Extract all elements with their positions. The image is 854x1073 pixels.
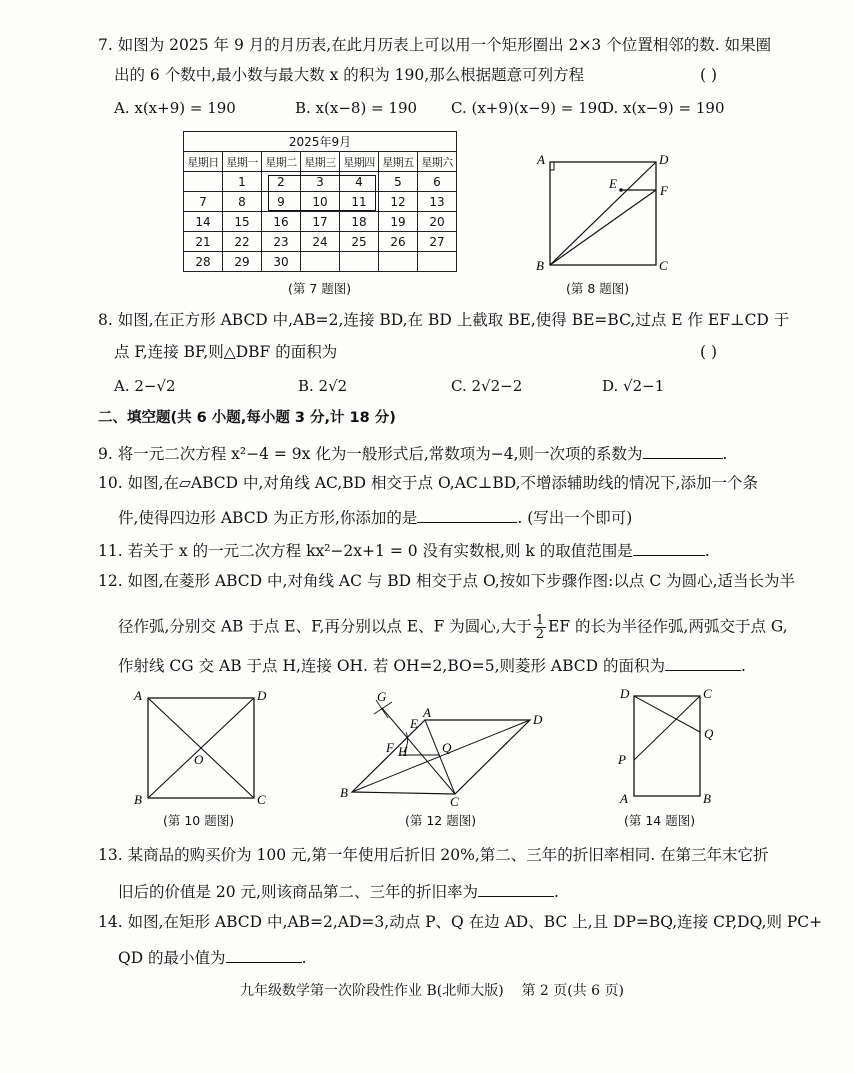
q8-option-d: D. √2−1 [602, 377, 665, 395]
calendar-cell: 11 [340, 192, 379, 212]
q10-line2a: 件,使得四边形 ABCD 为正方形,你添加的是 [118, 509, 418, 527]
calendar-cell: 17 [301, 212, 340, 232]
calendar-header: 星期二 [262, 152, 301, 172]
q13-line2-text: 旧后的价值是 20 元,则该商品第二、三年的折旧率为 [118, 883, 479, 901]
fig8-diagram [530, 150, 680, 275]
q7-option-a: A. x(x+9) = 190 [114, 99, 236, 117]
fig10-label: A [134, 688, 142, 703]
q11-line [98, 541, 710, 560]
q12-answer-blank[interactable] [665, 656, 741, 671]
fig14-label: B [703, 791, 711, 806]
q9-answer-blank[interactable] [643, 444, 723, 459]
fig12-diagonal-bd [352, 720, 530, 792]
q14-line2 [118, 948, 307, 967]
calendar-cell: 12 [379, 192, 418, 212]
calendar-cell [418, 252, 457, 272]
fig14-label: C [703, 686, 712, 701]
calendar-cell: 24 [301, 232, 340, 252]
fig12-label: C [450, 794, 459, 809]
q8-option-a: A. 2−√2 [114, 377, 176, 395]
q10-answer-blank[interactable] [417, 508, 517, 523]
calendar-cell: 22 [223, 232, 262, 252]
fig12-diagram [330, 692, 555, 812]
calendar-cell: 10 [301, 192, 340, 212]
fig12-label: A [423, 705, 431, 720]
fig12-label: H [398, 744, 408, 759]
q10-line1: 10. 如图,在▱ABCD 中,对角线 AC,BD 相交于点 O,AC⊥BD,不增添辅助线的情况下,添加一个条 [98, 474, 758, 492]
calendar-cell: 4 [340, 172, 379, 192]
calendar-cell [301, 252, 340, 272]
q9-text: 9. 将一元二次方程 x²−4 = 9x 化为一般形式后,常数项为−4,则一次项的系数为 [98, 445, 643, 463]
q12-line1: 12. 如图,在菱形 ABCD 中,对角线 AC 与 BD 相交于点 O,按如下步骤作图:以点 C 为圆心,适当长为半 [98, 572, 796, 590]
fig8-label: F [660, 183, 668, 198]
calendar-cell: 30 [262, 252, 301, 272]
q8-option-c: C. 2√2−2 [451, 377, 523, 395]
fig10-caption: (第 10 题图) [163, 813, 235, 828]
calendar-cell: 20 [418, 212, 457, 232]
fig10-label: O [194, 752, 204, 767]
fig12-label: F [386, 740, 394, 755]
fig14-rectangle [634, 696, 700, 796]
fig14-segment-pc [634, 696, 700, 760]
fig12-label: G [377, 692, 387, 704]
calendar-cell: 18 [340, 212, 379, 232]
fig14-caption: (第 14 题图) [624, 813, 696, 828]
q12-fraction-numerator: 1 [535, 613, 545, 628]
q12-line2b: EF 的长为半径作弧,两弧交于点 G, [548, 617, 788, 636]
q7-option-d: D. x(x−9) = 190 [602, 99, 725, 117]
q8-line2: 点 F,连接 BF,则△DBF 的面积为 [114, 343, 338, 361]
q12-line3-text: 作射线 CG 交 AB 于点 H,连接 OH. 若 OH=2,BO=5,则菱形 ABCD 的面积为 [118, 657, 666, 675]
calendar-cell: 16 [262, 212, 301, 232]
q11-text: 11. 若关于 x 的一元二次方程 kx²−2x+1 = 0 没有实数根,则 k 的取值范围是 [98, 542, 633, 560]
fig14-label: P [618, 752, 626, 767]
calendar-cell: 5 [379, 172, 418, 192]
calendar-cell: 6 [418, 172, 457, 192]
q14-line1: 14. 如图,在矩形 ABCD 中,AB=2,AD=3,动点 P、Q 在边 AD、BC 上,且 DP=BQ,连接 CP,DQ,则 PC+ [98, 913, 823, 931]
q7-line2: 出的 6 个数中,最小数与最大数 x 的积为 190,那么根据题意可列方程 [114, 66, 585, 84]
q12-fraction-denominator: 2 [535, 627, 545, 642]
calendar-header: 星期五 [379, 152, 418, 172]
q10-line2b: . (写出一个即可) [517, 509, 633, 527]
fig10-label: D [257, 688, 267, 703]
calendar-header: 星期三 [301, 152, 340, 172]
q14-end: . [301, 949, 307, 967]
calendar-cell: 23 [262, 232, 301, 252]
section-title-fill-in: 二、填空题(共 6 小题,每小题 3 分,计 18 分) [98, 410, 396, 426]
fig12-diagonal-ac [425, 720, 455, 794]
q9-line [98, 444, 727, 463]
calendar-cell [184, 172, 223, 192]
calendar-cell: 26 [379, 232, 418, 252]
q7-option-c: C. (x+9)(x−9) = 190 [451, 99, 607, 117]
q9-end: . [722, 445, 728, 463]
calendar-cell: 14 [184, 212, 223, 232]
q14-answer-blank[interactable] [226, 948, 302, 963]
calendar-cell [379, 252, 418, 272]
calendar-cell: 3 [301, 172, 340, 192]
fig14-diagram [612, 686, 722, 811]
calendar-cell: 8 [223, 192, 262, 212]
fig12-label: D [533, 712, 543, 727]
fig8-label: D [659, 152, 669, 167]
calendar-cell: 7 [184, 192, 223, 212]
calendar-cell: 28 [184, 252, 223, 272]
calendar-title: 2025年9月 [184, 132, 457, 152]
calendar-cell: 19 [379, 212, 418, 232]
q13-line1: 13. 某商品的购买价为 100 元,第一年使用后折旧 20%,第二、三年的折旧率相同. 在第三年末它折 [98, 846, 769, 864]
q12-line2 [118, 614, 788, 641]
fig8-caption: (第 8 题图) [566, 281, 630, 296]
q13-answer-blank[interactable] [478, 882, 554, 897]
q13-end: . [554, 883, 559, 901]
calendar-cell: 1 [223, 172, 262, 192]
calendar-cell: 13 [418, 192, 457, 212]
fig8-label: A [537, 152, 545, 167]
q11-answer-blank[interactable] [633, 541, 705, 556]
q7-answer-paren: ( ) [700, 66, 718, 84]
q8-line1: 8. 如图,在正方形 ABCD 中,AB=2,连接 BD,在 BD 上截取 BE,使得 BE=BC,过点 E 作 EF⊥CD 于 [98, 311, 790, 329]
fig8-segment-bf [550, 190, 656, 265]
fig12-caption: (第 12 题图) [405, 813, 477, 828]
fig7-caption: (第 7 题图) [288, 281, 352, 296]
fig14-label: A [620, 791, 628, 806]
fig12-label: E [410, 716, 418, 731]
fig8-label: C [659, 258, 668, 273]
fig10-diagram [128, 686, 278, 811]
calendar-header: 星期六 [418, 152, 457, 172]
q8-answer-paren: ( ) [700, 343, 718, 361]
calendar-header: 星期日 [184, 152, 223, 172]
calendar-cell: 27 [418, 232, 457, 252]
q13-line2 [118, 882, 559, 901]
fig14-segment-dq [634, 696, 700, 732]
fig8-label: E [609, 176, 617, 191]
calendar-cell [340, 252, 379, 272]
q12-line2a: 径作弧,分别交 AB 于点 E、F,再分别以点 E、F 为圆心,大于 [118, 617, 532, 636]
q7-option-b: B. x(x−8) = 190 [295, 99, 418, 117]
calendar-table [183, 131, 457, 272]
q10-line2 [118, 508, 632, 527]
q7-line1: 7. 如图为 2025 年 9 月的月历表,在此月历表上可以用一个矩形圈出 2×3 个位置相邻的数. 如果圈 [98, 36, 772, 54]
fig8-label: B [536, 258, 544, 273]
calendar-header: 星期四 [340, 152, 379, 172]
q12-end: . [741, 657, 746, 675]
calendar-header: 星期一 [223, 152, 262, 172]
q14-line2-text: QD 的最小值为 [118, 949, 226, 967]
q12-fraction-half [534, 614, 546, 641]
fig14-label: Q [704, 726, 714, 741]
fig14-label: D [620, 686, 630, 701]
fig10-label: C [257, 792, 266, 807]
q12-line3 [118, 656, 746, 675]
fig10-label: B [134, 792, 142, 807]
fig12-label: Q [442, 740, 452, 755]
fig12-label: B [340, 785, 348, 800]
page-footer: 九年级数学第一次阶段性作业 B(北师大版) 第 2 页(共 6 页) [240, 983, 625, 999]
fig8-point-e [619, 188, 623, 192]
fig8-diagonal-bd [550, 162, 656, 265]
calendar-cell: 9 [262, 192, 301, 212]
calendar-selection-rectangle [268, 175, 376, 211]
calendar-cell: 15 [223, 212, 262, 232]
q11-end: . [704, 542, 710, 560]
calendar-cell: 2 [262, 172, 301, 192]
calendar-cell: 21 [184, 232, 223, 252]
q8-option-b: B. 2√2 [298, 377, 348, 395]
calendar-cell: 29 [223, 252, 262, 272]
calendar-cell: 25 [340, 232, 379, 252]
